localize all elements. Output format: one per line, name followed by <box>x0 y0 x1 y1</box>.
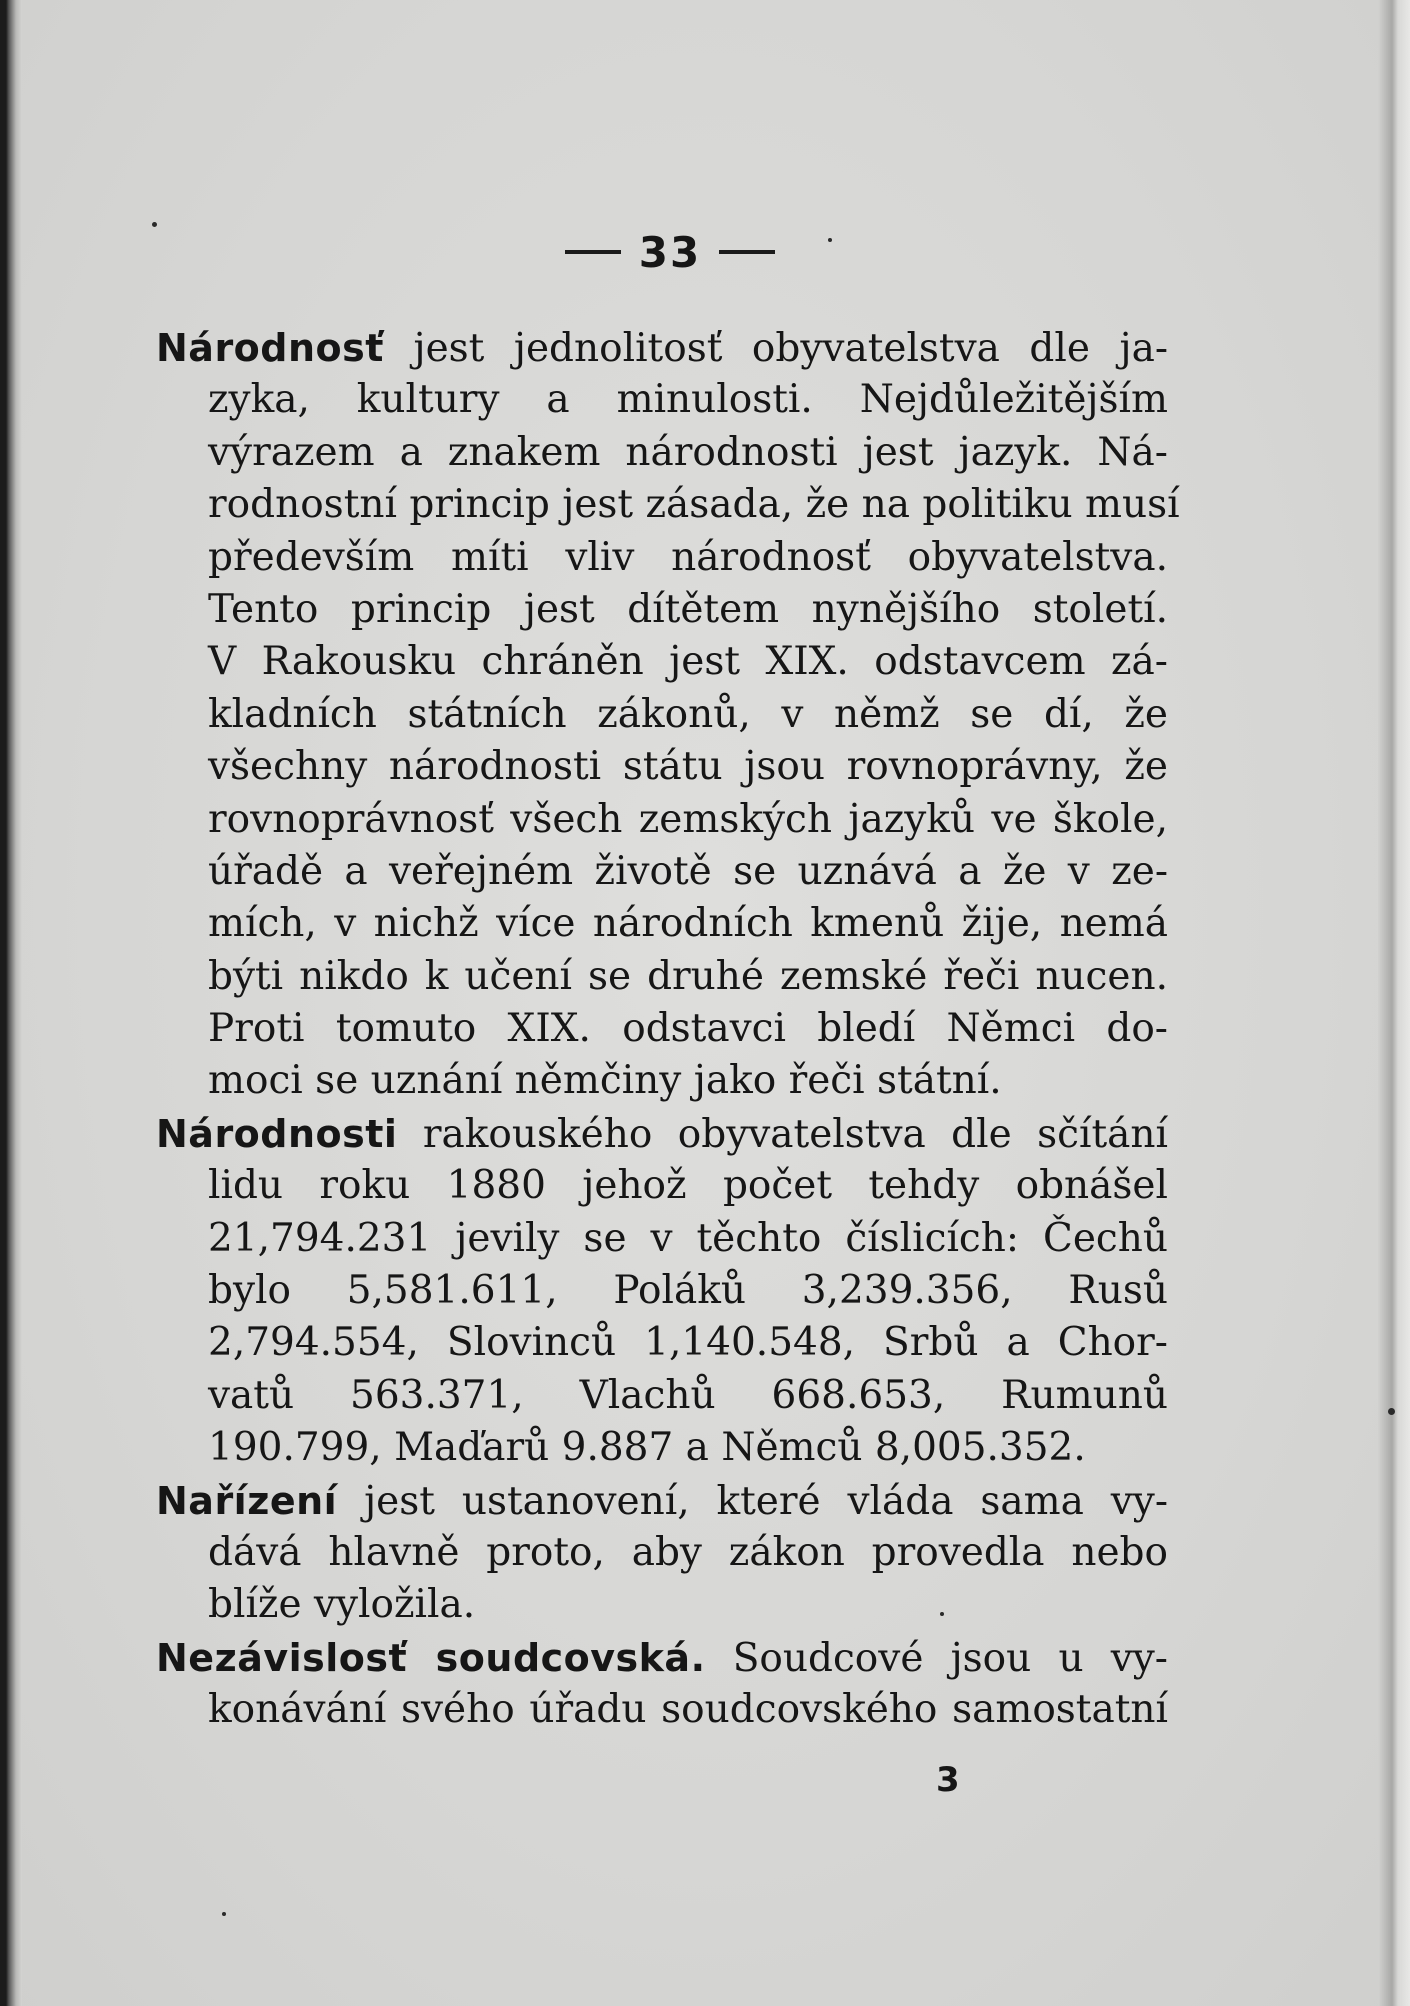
text-line: rovnoprávnosť všech zemských jazyků ve škole, <box>208 796 1168 842</box>
text-line: bylo 5,581.611, Poláků 3,239.356, Rusů <box>208 1268 1168 1314</box>
text-line: kladních státních zákonů, v němž se dí, že <box>208 691 1168 737</box>
text-line: dává hlavně proto, aby zákon provedla nebo <box>208 1529 1168 1575</box>
text-line: 190.799, Maďarů 9.887 a Němců 8,005.352. <box>208 1425 1086 1471</box>
text-line: výrazem a znakem národnosti jest jazyk. Ná- <box>208 429 1168 475</box>
paper-speck <box>940 1612 944 1616</box>
text-line: lidu roku 1880 jehož počet tehdy obnášel <box>208 1163 1168 1209</box>
paper-speck <box>828 238 832 242</box>
entry-heading: Nařízení <box>156 1478 338 1523</box>
text-line <box>156 322 1168 374</box>
entry-narodnosti <box>156 1108 1168 1475</box>
text-line: rodnostní princip jest zásada, že na politiku musí <box>208 482 1180 528</box>
signature-mark: 3 <box>936 1760 960 1800</box>
entry-nezavislost-soudcovska <box>156 1632 1168 1737</box>
text-line: především míti vliv národnosť obyvatelstva. <box>208 534 1168 580</box>
text-line: mích, v nichž více národních kmenů žije, nemá <box>208 901 1168 947</box>
line-text: Soudcové jsou u vy- <box>732 1635 1168 1681</box>
right-page-edge <box>1378 0 1410 2006</box>
text-line: V Rakousku chráněn jest XIX. odstavcem zá- <box>208 639 1168 685</box>
header-dash-right <box>719 250 775 254</box>
text-line: vatů 563.371, Vlachů 668.653, Rumunů <box>208 1372 1168 1418</box>
header-dash-left <box>565 250 621 254</box>
line-text: rakouského obyvatelstva dle sčítání <box>422 1111 1168 1157</box>
text-line: 2,794.554, Slovinců 1,140.548, Srbů a Chor- <box>208 1320 1168 1366</box>
text-line: zyka, kultury a minulosti. Nejdůležitějším <box>208 377 1168 423</box>
text-line: blíže vyložila. <box>208 1582 476 1628</box>
text-line: 21,794.231 jevily se v těchto číslicích: Čechů <box>208 1215 1168 1261</box>
text-line: konávání svého úřadu soudcovského samostatní <box>208 1687 1168 1733</box>
text-line: všechny národnosti státu jsou rovnoprávny, že <box>208 744 1168 790</box>
line-text: jest jednolitosť obyvatelstva dle ja- <box>413 326 1169 371</box>
paper-speck <box>1388 1408 1395 1415</box>
text-line: moci se uznání němčiny jako řeči státní. <box>208 1058 1002 1104</box>
body-text <box>156 322 1180 1737</box>
line-text: jest ustanovení, které vláda sama vy- <box>364 1478 1169 1524</box>
entry-heading: Nezávislosť soudcovská. <box>156 1635 706 1680</box>
text-line: úřadě a veřejném životě se uznává a že v ze- <box>208 848 1168 894</box>
entry-narodnost <box>156 322 1180 1108</box>
paper-speck <box>152 222 157 227</box>
entry-heading: Národnosti <box>156 1111 398 1156</box>
text-line: Tento princip jest dítětem nynějšího století. <box>208 586 1168 632</box>
paper-speck <box>222 1912 226 1916</box>
entry-narizeni <box>156 1475 1168 1632</box>
text-line <box>156 1632 1168 1684</box>
text-line: Proti tomuto XIX. odstavci bledí Němci do- <box>208 1006 1168 1052</box>
entry-heading: Národnosť <box>156 326 384 370</box>
page-header <box>540 222 800 282</box>
left-page-edge <box>0 0 22 2006</box>
text-line <box>156 1108 1168 1160</box>
text-line: býti nikdo k učení se druhé zemské řeči nucen. <box>208 953 1168 999</box>
page-number: 33 <box>638 227 702 277</box>
text-line <box>156 1475 1168 1527</box>
